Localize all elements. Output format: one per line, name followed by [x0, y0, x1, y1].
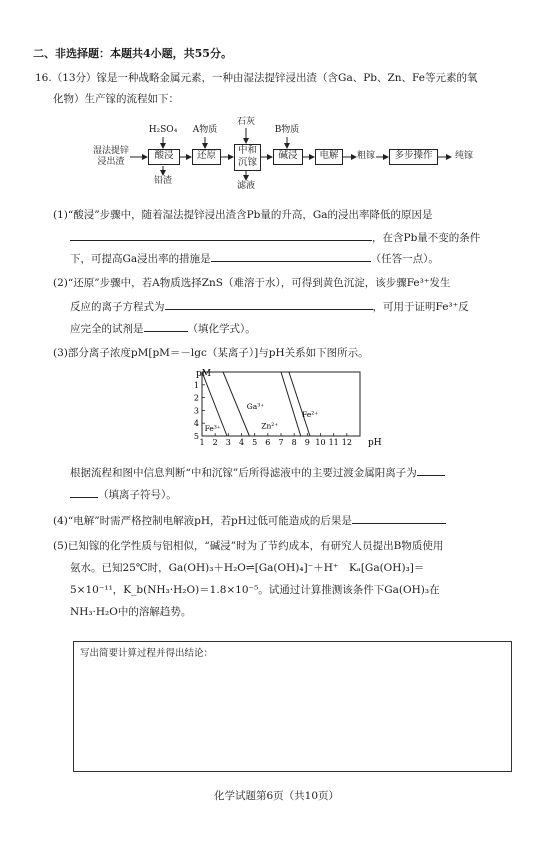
q1-line3: 下，可提高Ga浸出率的措施是 （任答一点）。: [70, 250, 439, 266]
x-tick-label: 12: [341, 438, 352, 447]
q5-line2: 氨水。已知25℃时，Ga(OH)₃＋H₂O⇌[Ga(OH)₄]⁻＋H⁺ Kₐ[Ga(OH)₃]＝: [70, 562, 425, 574]
series-line-1: [223, 372, 249, 436]
x-tick-label: 6: [265, 438, 271, 447]
q1-answer-blank-1[interactable]: [70, 229, 372, 241]
reagent-lime: 石灰: [236, 117, 255, 127]
electrolysis-box: 电解: [315, 149, 343, 165]
q3-line2: 根据流程和图中信息判断“中和沉镓”后所得滤液中的主要过渡金属阳离子为: [70, 464, 445, 480]
reagent-b: B物质: [274, 125, 300, 135]
y-tick-label: 5: [193, 432, 199, 441]
chart-xlabel: pH: [368, 438, 382, 448]
lead-slag-label: 铅渣: [153, 176, 172, 186]
q3-line3: （填离子符号）。: [70, 486, 177, 502]
q4-line1: (4)“电解”时需严格控制电解液pH，若pH过低可能造成的后果是: [53, 512, 446, 528]
q2-answer-blank-2[interactable]: [144, 320, 188, 332]
x-tick-label: 3: [225, 438, 231, 447]
filtrate-label: 滤液: [236, 181, 255, 191]
q2-answer-blank-1[interactable]: [165, 298, 373, 310]
chart-ylabel: pM: [196, 369, 211, 379]
q1-answer-blank-2[interactable]: [211, 250, 371, 262]
q1-line2: ，在含Pb量不变的条件: [70, 229, 480, 245]
x-tick-label: 2: [212, 438, 218, 447]
question-intro-line2: 化物）生产镓的流程如下：: [53, 93, 179, 105]
series-label-1: Ga³⁺: [246, 402, 265, 412]
alkali-leach-box: 碱浸: [273, 149, 303, 165]
input-residue-label: 湿法提锌 浸出渣: [92, 146, 129, 167]
multi-step-box: 多步操作: [389, 149, 438, 165]
q1-line1: (1)“酸浸”步骤中，随着湿法提锌浸出渣含Pb量的升高，Ga的浸出率降低的原因是: [53, 209, 433, 221]
section-title: 二、非选择题：本题共4小题，共55分。: [33, 47, 232, 60]
q3-answer-blank-cont[interactable]: [70, 486, 98, 498]
y-tick-label: 1: [193, 380, 199, 390]
crude-gallium-label: 粗镓: [356, 151, 375, 161]
x-tick-label: 11: [328, 438, 339, 447]
q3-line1: (3)部分离子浓度pM[pM＝－lgc（某离子）]与pH关系如下图所示。: [53, 347, 369, 359]
series-label-0: Fe³⁺: [204, 423, 221, 433]
series-label-3: Fe²⁺: [302, 409, 319, 419]
pm-ph-chart: [188, 366, 382, 456]
answer-box[interactable]: [73, 641, 512, 772]
x-tick-label: 4: [238, 438, 245, 447]
x-tick-label: 5: [252, 438, 258, 447]
question-intro-line1: 16.（13分）镓是一种战略金属元素，一种由湿法提锌浸出渣（含Ga、Pb、Zn、Fe等元素的氧: [35, 72, 478, 84]
q4-answer-blank[interactable]: [352, 512, 446, 524]
q2-line2: 反应的离子方程式为 ，可用于证明Fe³⁺反: [70, 298, 469, 314]
y-tick-label: 4: [193, 419, 199, 429]
q2-line3: 应完全的试剂是 （填化学式）。: [70, 320, 256, 336]
x-tick-label: 8: [291, 438, 297, 447]
y-tick-label: 3: [193, 406, 199, 416]
x-tick-label: 1: [199, 438, 205, 447]
reduction-box: 还原: [192, 149, 221, 165]
chart-plot-frame: [202, 372, 360, 436]
q5-line1: (5)已知镓的化学性质与铝相似，“碱浸”时为了节约成本，有研究人员提出B物质使用: [53, 540, 444, 552]
q3-answer-blank[interactable]: [417, 464, 445, 476]
q5-line4: NH₃·H₂O中的溶解趋势。: [70, 606, 192, 618]
x-tick-label: 10: [315, 438, 326, 447]
neutralize-precipitate-box: 中和 沉镓: [234, 144, 261, 171]
y-tick-label: 2: [193, 393, 199, 403]
q2-line1: (2)“还原”步骤中，若A物质选择ZnS（难溶于水），可得到黄色沉淀，该步骤Fe³⁺发生: [53, 277, 451, 289]
x-tick-label: 9: [304, 438, 310, 447]
series-label-2: Zn²⁺: [261, 421, 279, 431]
x-tick-label: 7: [278, 438, 284, 447]
answer-prompt: 写出简要计算过程并得出结论：: [80, 648, 214, 659]
reagent-a: A物质: [192, 125, 218, 135]
q5-line3: 5×10⁻¹¹，K_b(NH₃·H₂O)＝1.8×10⁻⁵。试通过计算推测该条件下Ga(OH)₃在: [70, 584, 440, 596]
reagent-h2so4: H₂SO₄: [148, 125, 178, 135]
series-line-2: [281, 372, 301, 436]
series-line-3: [289, 372, 310, 436]
page-footer: 化学试题第6页（共10页）: [213, 790, 340, 802]
pure-gallium-label: 纯镓: [454, 151, 473, 161]
acid-leach-box: 酸浸: [148, 149, 180, 165]
